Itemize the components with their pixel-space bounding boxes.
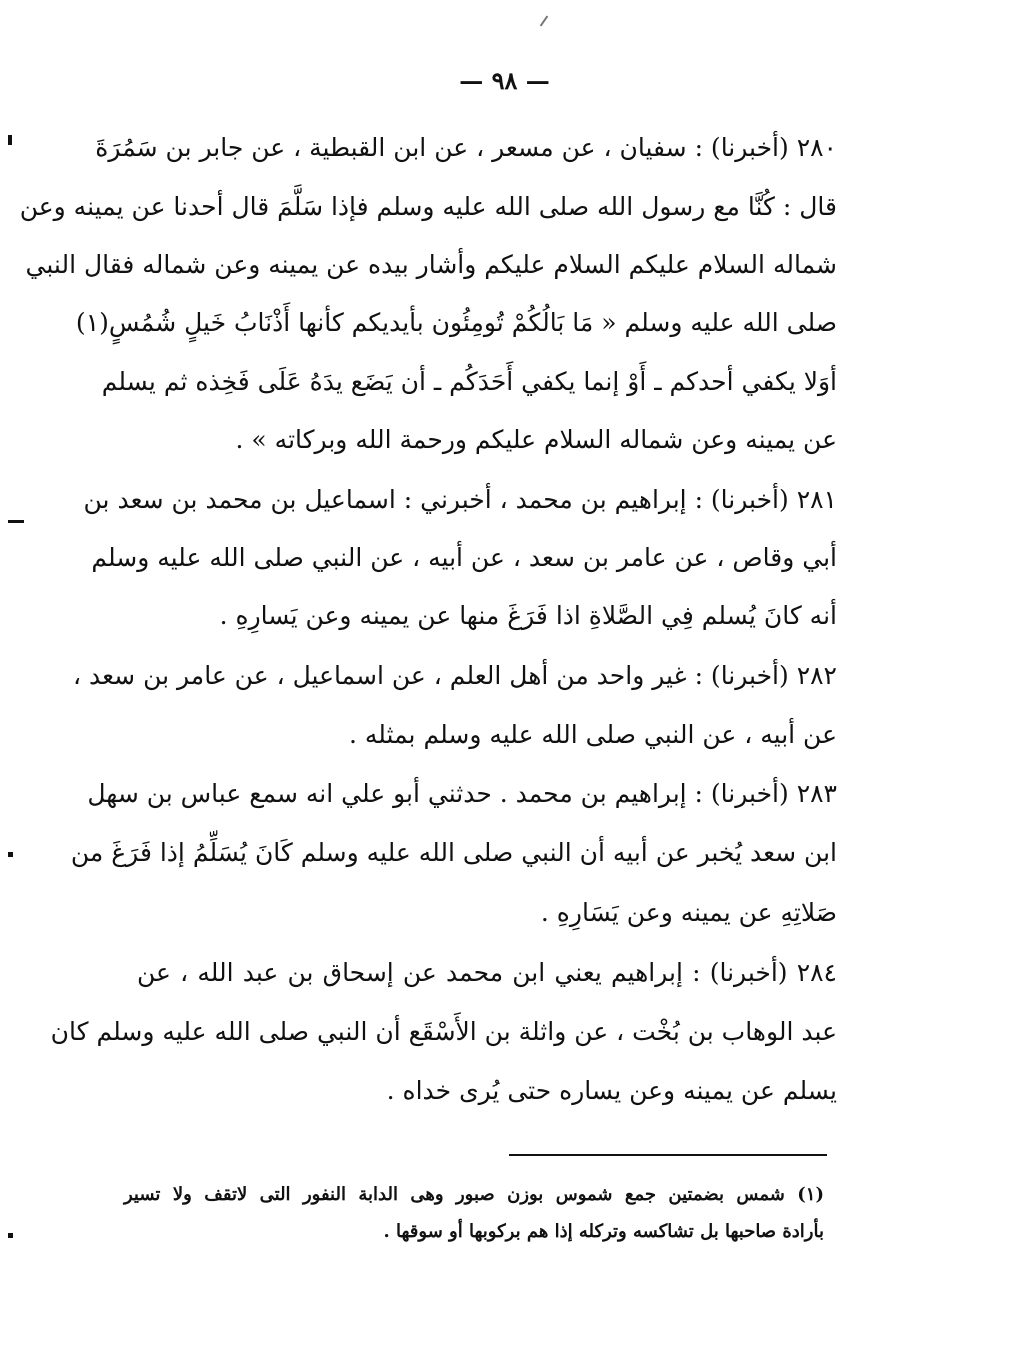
text-line: ٢٨٠ (أخبرنا) : سفيان ، عن مسعر ، عن ابن القبطية ، عن جابر بن سَمُرَةَ	[95, 133, 837, 162]
footnote-divider	[509, 1154, 827, 1156]
text-line: أبي وقاص ، عن عامر بن سعد ، عن أبيه ، عن النبي صلى الله عليه وسلم	[91, 543, 837, 572]
scan-mark-top	[540, 16, 549, 27]
text-line: قال : كُنَّا مع رسول الله صلى الله عليه وسلم فإذا سَلَّمَ قال أحدنا عن يمينه وعن	[19, 192, 837, 221]
footnote-line: (١) شمس بضمتين جمع شموس بوزن صبور وهى الدابة النفور التى لاتقف ولا تسير	[124, 1184, 824, 1205]
text-line: صَلاتِهِ عن يمينه وعن يَسَارِهِ .	[540, 898, 837, 927]
scan-mark-left-2	[8, 520, 24, 523]
text-line: عن أبيه ، عن النبي صلى الله عليه وسلم بمثله .	[348, 720, 837, 749]
scan-mark-left-4	[8, 1233, 13, 1238]
text-line: عبد الوهاب بن بُخْت ، عن واثلة بن الأَسْقَع أن النبي صلى الله عليه وسلم كان	[50, 1017, 837, 1046]
footnote-line: بأرادة صاحبها بل تشاكسه وتركله إذا هم بركوبها أو سوقها .	[383, 1221, 824, 1242]
text-line: عن يمينه وعن شماله السلام عليكم ورحمة الله وبركاته » .	[235, 425, 837, 454]
text-line: ٢٨٤ (أخبرنا) : إبراهيم يعني ابن محمد عن إسحاق بن عبد الله ، عن	[137, 958, 837, 987]
text-line: ٢٨٢ (أخبرنا) : غير واحد من أهل العلم ، عن اسماعيل ، عن عامر بن سعد ،	[72, 661, 837, 690]
text-line: يسلم عن يمينه وعن يساره حتى يُرى خداه .	[386, 1076, 837, 1105]
page-number: — ٩٨ —	[459, 66, 550, 95]
text-line: شماله السلام عليكم السلام عليكم وأشار بيده عن يمينه وعن شماله فقال النبي	[25, 250, 837, 279]
text-line: أنه كانَ يُسلم فِي الصَّلاةِ اذا فَرَغَ منها عن يمينه وعن يَسارِهِ .	[219, 601, 837, 630]
text-line: ٢٨١ (أخبرنا) : إبراهيم بن محمد ، أخبرني : اسماعيل بن محمد بن سعد بن	[83, 485, 837, 514]
scan-mark-left-3	[8, 852, 13, 857]
text-line: ٢٨٣ (أخبرنا) : إبراهيم بن محمد . حدثني أبو علي انه سمع عباس بن سهل	[87, 779, 837, 808]
text-line: ابن سعد يُخبر عن أبيه أن النبي صلى الله عليه وسلم كَانَ يُسَلِّمُ إذا فَرَغَ من	[70, 838, 837, 867]
scan-mark-left-1	[8, 135, 12, 145]
text-line: صلى الله عليه وسلم « مَا بَالُكُمْ تُومِئُون بأيديكم كأنها أَذْنَابُ خَيلٍ شُمُسٍ(١)	[75, 308, 837, 337]
text-line: أوَلا يكفي أحدكم ـ أَوْ إنما يكفي أَحَدَكُم ـ أن يَضَع يدَهُ عَلَى فَخِذه ثم يسلم	[101, 367, 837, 396]
